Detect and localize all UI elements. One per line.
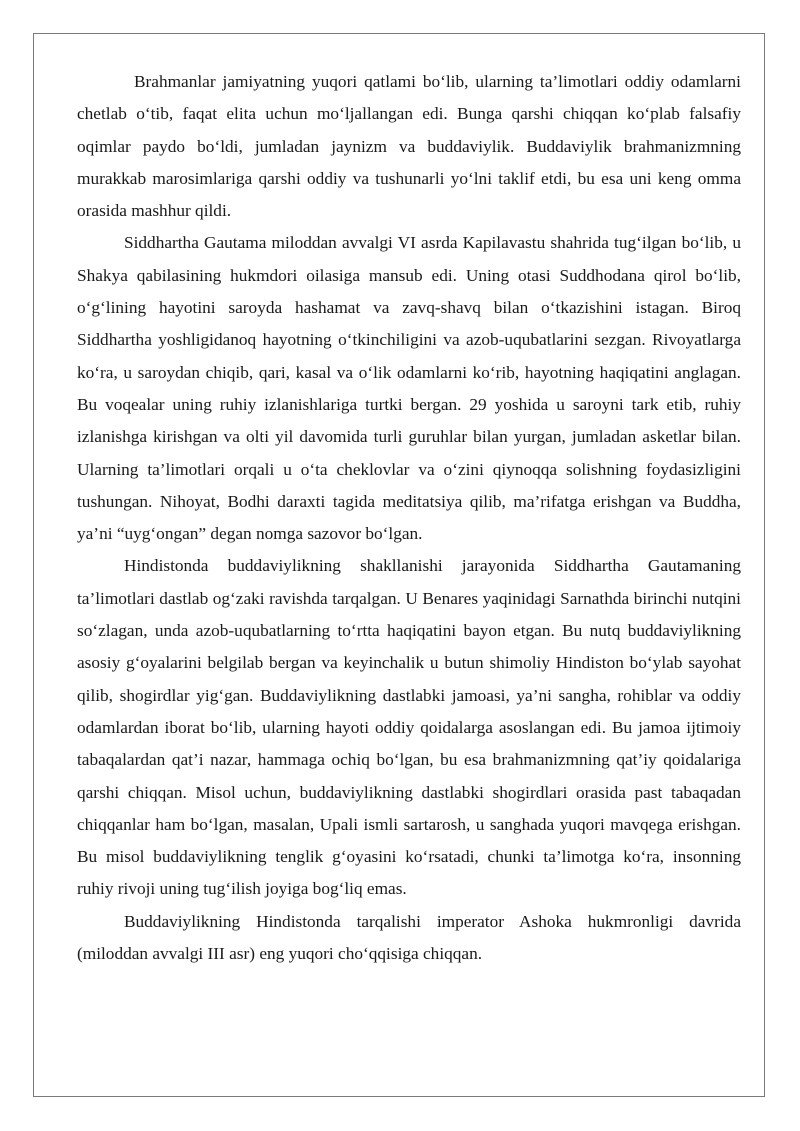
paragraph-brahmanism: Brahmanlar jamiyatning yuqori qatlami bo‘lib, ularning ta’limotlari oddiy odamlarni chetlab o‘tib, faqat elita uchun mo‘ljallangan edi. Bunga qarshi chiqqan ko‘plab falsafiy oqimlar paydo bo‘ldi, jumladan jaynizm va buddaviylik. Buddaviylik brahmanizmning murakkab marosimlariga qarshi oddiy va tushunarli yo‘lni taklif etdi, bu esa uni keng omma orasida mashhur qildi. <box>77 72 741 221</box>
paragraph-siddhartha: Siddhartha Gautama miloddan avvalgi VI asrda Kapilavastu shahrida tug‘ilgan bo‘lib, u Shakya qabilasining hukmdori oilasiga mansub edi. Uning otasi Suddhodana qirol bo‘lib, o‘g‘lining hayotini saroyda hashamat va zavq-shavq bilan o‘tkazishini istagan. Biroq Siddhartha yoshligidanoq hayotning o‘tkinchiligini va azob-uqubatlarini sezgan. Rivoyatlarga ko‘ra, u saroydan chiqib, qari, kasal va o‘lik odamlarni ko‘rib, hayotning haqiqatini anglagan. Bu voqealar uning ruhiy izlanishlariga turtki bergan. 29 yoshida u saroyni tark etib, ruhiy izlanishga kirishgan va olti yil davomida turli guruhlar bilan yurgan, jumladan asketlar bilan. Ularning ta’limotlari orqali u o‘ta cheklovlar va o‘zini qiynoqqa solishning foydasizligini tushungan. Nihoyat, Bodhi daraxti tagida meditatsiya qilib, ma’rifatga erishgan va Buddha, ya’ni “uyg‘ongan” degan nomga sazovor bo‘lgan. <box>77 233 741 544</box>
document-body <box>77 66 741 970</box>
paragraph-ashoka: Buddaviylikning Hindistonda tarqalishi imperator Ashoka hukmronligi davrida (miloddan avvalgi III asr) eng yuqori cho‘qqisiga chiqqan. <box>77 911 741 964</box>
paragraph-sangha: Hindistonda buddaviylikning shakllanishi jarayonida Siddhartha Gautamaning ta’limotlari dastlab og‘zaki ravishda tarqalgan. U Benares yaqinidagi Sarnathda birinchi nutqini so‘zlagan, unda azob-uqubatlarning to‘rtta haqiqatini bayon etgan. Bu nutq buddaviylikning asosiy g‘oyalarini belgilab bergan va keyinchalik u butun shimoliy Hindiston bo‘ylab sayohat qilib, shogirdlar yig‘gan. Buddaviylikning dastlabki jamoasi, ya’ni sangha, rohiblar va oddiy odamlardan iborat bo‘lib, ularning hayoti oddiy qoidalarga asoslangan edi. Bu jamoa ijtimoiy tabaqalardan qat’i nazar, hammaga ochiq bo‘lgan, bu esa brahmanizmning qat’iy qoidalariga qarshi chiqqan. Misol uchun, buddaviylikning dastlabki shogirdlari orasida past tabaqadan chiqqanlar ham bo‘lgan, masalan, Upali ismli sartarosh, u sanghada yuqori mavqega erishgan. Bu misol buddaviylikning tenglik g‘oyasini ko‘rsatadi, chunki ta’limotga ko‘ra, insonning ruhiy rivoji uning tug‘ilish joyiga bog‘liq emas. <box>77 556 741 899</box>
